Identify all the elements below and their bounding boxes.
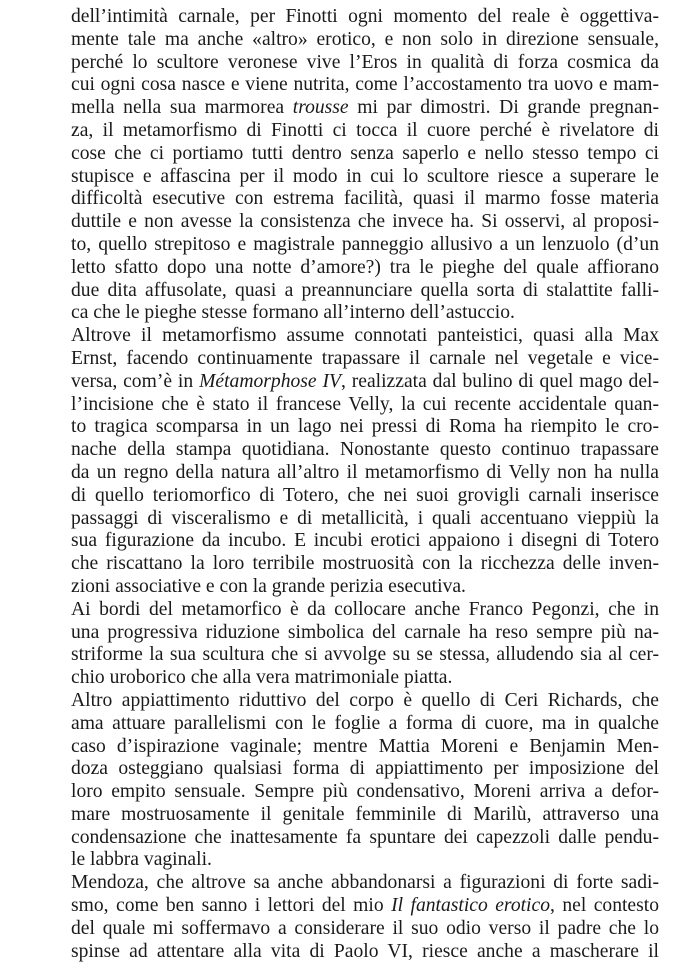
text-line [71,530,659,553]
text-line [71,849,659,872]
text-line [71,6,659,29]
text-segment: mare mostruosamente il genitale femminile di Marilù, attraverso una [71,803,659,825]
text-line [71,166,659,189]
text-segment: l’incisione che è stato il francese Velly, la cui recente accidentale quan- [71,393,659,415]
text-segment: , nel contesto [550,895,659,917]
text-segment: passaggi di visceralismo e di metallicità, i quali accentuano vieppiù la [71,507,659,529]
text-line [71,462,659,485]
text-segment: to tragica scomparsa in un lago nei pressi di Roma ha riempito le cro- [71,416,659,438]
text-line [71,918,659,941]
text-line [71,713,659,736]
text-line [71,143,659,166]
text-segment: letto sfatto dopo una notte d’amore?) tra le pieghe del quale affiorano [71,256,659,278]
text-line [71,29,659,52]
text-line [71,872,659,895]
text-segment: stupisce e affascina per il modo in cui lo scultore riesce a superare le [71,165,659,187]
text-line [71,234,659,257]
text-segment: mi par dimostri. Di grande pregnan- [348,97,660,119]
text-segment: Ernst, facendo continuamente trapassare il carnale nel vegetale e vice- [71,347,659,369]
text-segment: smo, come ben sanno i lettori del mio [71,895,392,917]
text-segment: ca che le pieghe stesse formano all’interno dell’astuccio. [71,302,515,324]
text-line [71,576,659,599]
text-line [71,439,659,462]
text-line [71,508,659,531]
text-segment: caso d’ispirazione vaginale; mentre Mattia Moreni e Benjamin Men- [71,735,659,757]
text-line [71,644,659,667]
text-segment: sua figurazione da incubo. E incubi erotici appaiono i disegni di Totero [71,530,659,552]
text-segment: Mendoza, che altrove sa anche abbandonarsi a figurazioni di forte sadi- [71,872,659,894]
text-line [71,599,659,622]
italic-title: Métamorphose IV [199,370,341,392]
text-segment: le labbra vaginali. [71,849,212,871]
text-segment: za, il metamorfismo di Finotti ci tocca il cuore perché è rivelatore di [71,119,659,141]
text-segment: doza osteggiano qualsiasi forma di appiattimento per imposizione del [71,758,659,780]
text-line [71,74,659,97]
text-segment: che riscattano la loro terribile mostruosità con la ricchezza delle inven- [71,553,659,575]
text-segment: da un regno della natura all’altro il metamorfismo di Velly non ha nulla [71,461,659,483]
text-line [71,553,659,576]
text-line [71,97,659,120]
text-segment: difficoltà esecutive con estrema facilità, quasi il marmo fosse materia [71,188,659,210]
text-segment: perché lo scultore veronese vive l’Eros in qualità di forza cosmica da [71,51,659,73]
text-segment: di quello teriomorfico di Totero, che nei suoi grovigli carnali inserisce [71,484,659,506]
text-line [71,188,659,211]
text-segment: una progressiva riduzione simbolica del carnale ha reso sempre più na- [71,621,659,643]
text-segment: Altrove il metamorfismo assume connotati panteistici, quasi alla Max [71,325,659,347]
text-line [71,280,659,303]
text-line [71,622,659,645]
text-segment: cui ogni cosa nasce e viene nutrita, come l’accostamento tra uovo e mam- [71,74,659,96]
text-segment: spinse ad attentare alla vita di Paolo VI, riesce anche a mascherare il [71,940,659,962]
text-line [71,667,659,690]
text-line [71,325,659,348]
text-line [71,895,659,918]
text-line [71,758,659,781]
italic-title: trousse [292,97,349,119]
text-segment: loro empito sensuale. Sempre più condensativo, Moreni arriva a defor- [71,781,659,803]
text-line [71,827,659,850]
text-segment: versa, com’è in [71,370,200,392]
text-segment: duttile e non avesse la consistenza che invece ha. Si osservi, al proposi- [71,211,659,233]
text-segment: chio uroborico che alla vera matrimoniale piatta. [71,667,453,689]
text-segment: striforme la sua scultura che si avvolge su se stessa, alludendo sia al cer- [71,644,659,666]
text-line [71,211,659,234]
text-segment: Ai bordi del metamorfico è da collocare anche Franco Pegonzi, che in [71,598,659,620]
text-line [71,257,659,280]
text-segment: mente tale ma anche «altro» erotico, e non solo in direzione sensuale, [71,28,659,50]
text-segment: condensazione che inattesamente fa spuntare dei capezzoli dalle pendu- [71,826,659,848]
text-line [71,485,659,508]
text-segment: , realizzata dal bulino di quel mago del- [340,370,659,392]
document-page [71,6,659,963]
text-line [71,120,659,143]
text-line [71,371,659,394]
text-segment: Altro appiattimento riduttivo del corpo è quello di Ceri Richards, che [71,689,659,711]
text-segment: to, quello strepitoso e magistrale panneggio allusivo a un lenzuolo (d’un [71,233,659,255]
text-segment: nache della stampa quotidiana. Nonostante questo continuo trapassare [71,439,659,461]
text-segment: cose che ci portiamo tutti dentro senza saperlo e nello stesso tempo ci [71,142,659,164]
text-line [71,736,659,759]
text-segment: mella nella sua marmorea [71,97,293,119]
text-segment: ama attuare parallelismi con le foglie a forma di cuore, ma in qualche [71,712,659,734]
text-line [71,416,659,439]
text-segment: del quale mi soffermavo a considerare il suo odio verso il padre che lo [71,917,659,939]
text-line [71,781,659,804]
text-line [71,302,659,325]
text-segment: dell’intimità carnale, per Finotti ogni momento del reale è oggettiva- [71,6,659,27]
italic-title: Il fantastico erotico [391,895,550,917]
text-segment: due dita affusolate, quasi a preannunciare quella sorta di stalattite falli- [71,279,659,301]
text-line [71,52,659,75]
text-line [71,690,659,713]
text-line [71,941,659,964]
text-line [71,394,659,417]
text-line [71,348,659,371]
text-line [71,804,659,827]
body-text [71,6,659,963]
text-segment: zioni associative e con la grande perizia esecutiva. [71,575,466,597]
